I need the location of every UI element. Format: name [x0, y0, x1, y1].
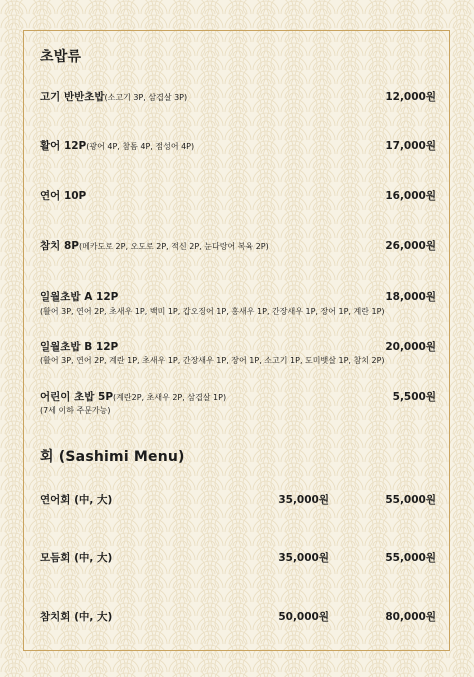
item-detail: (광어 4P, 참돔 4P, 점성어 4P)	[86, 142, 195, 151]
item-name: 참치회 (中, 大)	[40, 611, 113, 623]
item-name: 모듬회 (中, 大)	[40, 552, 113, 564]
section-title-sashimi: 회 (Sashimi Menu)	[40, 449, 185, 465]
price-large: 55,000원	[385, 552, 436, 564]
item-detail: (소고기 3P, 삼겹살 3P)	[104, 93, 188, 102]
item-name: 연어회 (中, 大)	[40, 494, 113, 506]
item-price: 5,500원	[392, 391, 436, 403]
item-price: 20,000원	[385, 341, 436, 353]
item-name: 어린이 초밥 5P	[40, 391, 114, 403]
price-large: 80,000원	[385, 611, 436, 623]
item-price: 16,000원	[385, 190, 436, 202]
price-medium: 35,000원	[278, 494, 329, 506]
item-composition: (활어 3P, 연어 2P, 계란 1P, 초새우 1P, 간장새우 1P, 장어 1P, 소고기 1P, 도미뱃살 1P, 참치 2P)	[40, 356, 385, 365]
item-price: 12,000원	[385, 91, 436, 103]
item-price: 17,000원	[385, 140, 436, 152]
item-price: 18,000원	[385, 291, 436, 303]
item-name: 일월초밥 B 12P	[40, 341, 119, 353]
item-name: 참치 8P	[40, 240, 79, 252]
item-name: 활어 12P	[40, 140, 87, 152]
price-large: 55,000원	[385, 494, 436, 506]
item-name: 일월초밥 A 12P	[40, 291, 119, 303]
item-age-note: (7세 이하 주문가능)	[40, 406, 111, 415]
item-detail: (계란2P, 초새우 2P, 삼겹살 1P)	[113, 393, 227, 402]
item-price: 26,000원	[385, 240, 436, 252]
item-name: 고기 반반초밥	[40, 91, 105, 103]
price-medium: 50,000원	[278, 611, 329, 623]
section-title-sushi: 초밥류	[40, 49, 82, 65]
item-name: 연어 10P	[40, 190, 87, 202]
item-detail: (메카도로 2P, 오도로 2P, 적신 2P, 눈다랑어 복육 2P)	[78, 242, 269, 251]
item-composition: (활어 3P, 연어 2P, 초새우 1P, 백미 1P, 갑오징어 1P, 홍새우 1P, 간장새우 1P, 장어 1P, 계란 1P)	[40, 307, 385, 316]
price-medium: 35,000원	[278, 552, 329, 564]
